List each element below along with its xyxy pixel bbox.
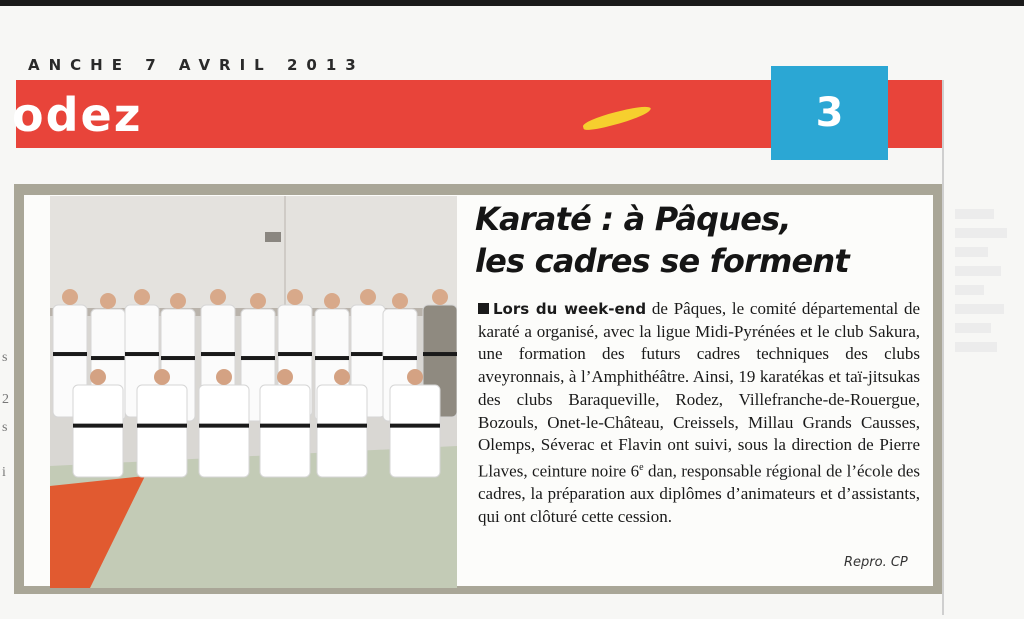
article-body-text: de Pâques, le comité départemental de karaté a organisé, avec la ligue Midi-Pyrénées et le club Sakura, une formation des futurs cadres techniques des clubs aveyronnais, à l’Amphithéâtre. Ainsi, 19 karatékas et taï-jitsukas des clubs Baraqueville, Rodez, Villefranche-de-Rouergue, Bozouls, Onet-le-Château, Creissels, Millau Grands Causses, Olemps, Séverac et Flavin ont suivi, sous la direction de Pierre Llaves, ceinture noire 6 bbox=[478, 299, 921, 481]
edge-fragment: s bbox=[2, 420, 8, 435]
person-figure bbox=[199, 369, 249, 477]
person-figure bbox=[260, 369, 310, 477]
edge-fragment: 2 bbox=[2, 392, 9, 407]
person-figure bbox=[73, 369, 123, 477]
photo-credit: Repro. CP bbox=[844, 555, 908, 570]
article-headline bbox=[475, 198, 925, 282]
person-figure bbox=[137, 369, 187, 477]
edge-fragment: s bbox=[2, 350, 8, 365]
article-body bbox=[478, 298, 920, 529]
dateline: ANCHE 7 AVRIL 2013 bbox=[28, 56, 365, 74]
article-body-end: dan, responsable régional de l’école des cadres, la préparation aux diplômes d’animateurs et d’assistants, qui ont clôturé cette cession. bbox=[478, 461, 920, 526]
headline-line-2: les cadres se forment bbox=[475, 242, 849, 280]
photo-illustration bbox=[50, 196, 457, 588]
edge-fragment: i bbox=[2, 465, 6, 480]
bleed-through-text bbox=[955, 200, 1020, 361]
ordinal-suffix: e bbox=[639, 461, 644, 473]
scan-edge bbox=[0, 0, 1024, 6]
karate-group-photo bbox=[50, 196, 457, 588]
lead-square-icon bbox=[478, 303, 489, 314]
lead-in: Lors du week-end bbox=[493, 300, 647, 318]
person-figure bbox=[390, 369, 440, 477]
column-rule bbox=[942, 80, 944, 615]
headline-line-1: Karaté : à Pâques, bbox=[475, 200, 791, 238]
person-figure bbox=[317, 369, 367, 477]
section-name: odez bbox=[12, 88, 143, 142]
page-number: 3 bbox=[771, 66, 888, 160]
